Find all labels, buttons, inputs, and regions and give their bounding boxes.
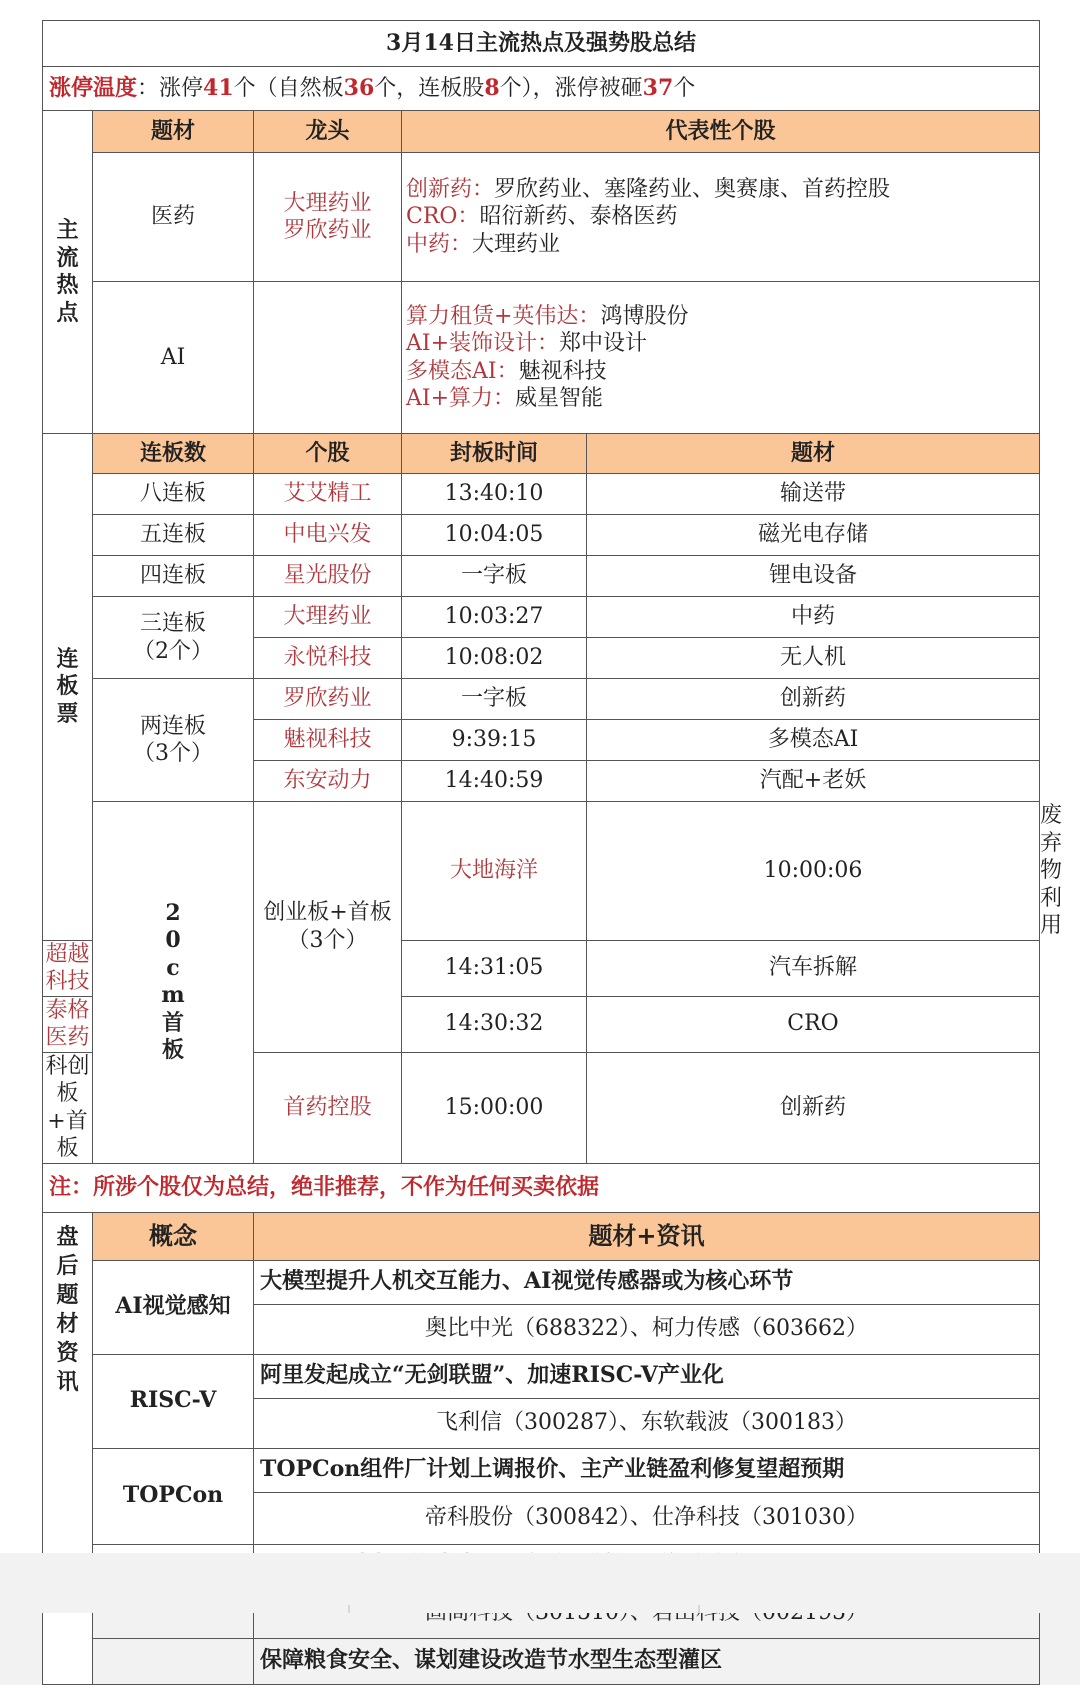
info-stocks: 飞利信（300287）、东软载波（300183）: [254, 1398, 1040, 1448]
board-theme: 中药: [587, 597, 1040, 638]
temperature-label: 涨停温度: [49, 74, 138, 101]
after-headline-row: [43, 1448, 1040, 1492]
board-time: 14:31:05: [402, 940, 587, 996]
section-label-text: 主流热点: [56, 217, 79, 326]
hot-leader: 大理药业 罗欣药业: [254, 153, 402, 282]
board-count: 两连板 （3个）: [93, 679, 254, 802]
rep-line: [406, 303, 1039, 331]
board-time: 14:30:32: [402, 996, 587, 1052]
board-count: 创业板+首板 （3个）: [254, 802, 402, 1053]
board-row: [43, 679, 1040, 720]
after-headline-row: [43, 1354, 1040, 1398]
section-label-text: 连板票: [56, 645, 79, 727]
concept-label: TOPCon: [93, 1448, 254, 1544]
temperature-text: ：涨停: [137, 75, 204, 101]
after-headline-row: [43, 1260, 1040, 1304]
rep-stocks: 大理药业: [472, 231, 561, 257]
rep-stocks: 郑中设计: [559, 331, 648, 356]
board-stock: 泰格医药: [43, 996, 93, 1052]
board-theme: 创新药: [587, 1052, 1040, 1163]
board-theme: CRO: [587, 996, 1040, 1052]
board-stock: 魅视科技: [254, 720, 402, 761]
header-stock: 个股: [254, 434, 402, 474]
rep-category: 算力租赁+英伟达：: [406, 303, 601, 329]
board-time: 9:39:15: [402, 720, 587, 761]
board-theme: 磁光电存储: [587, 515, 1040, 556]
temperature-text: 个: [673, 75, 696, 101]
board-stock: 超越科技: [43, 940, 93, 996]
board-stock: 首药控股: [254, 1052, 402, 1163]
board-count: 三连板 （2个）: [93, 597, 254, 679]
board-time: 13:40:10: [402, 474, 587, 515]
header-representatives: 代表性个股: [402, 111, 1040, 153]
bottom-bar: [0, 1553, 1080, 1613]
board-time: 一字板: [402, 556, 587, 597]
info-headline: 大模型提升人机交互能力、AI视觉传感器或为核心环节: [254, 1260, 1040, 1304]
rep-line: [406, 330, 1039, 358]
board-stock: 艾艾精工: [254, 474, 402, 515]
board-theme: 汽配+老妖: [587, 761, 1040, 802]
rep-stocks: 魅视科技: [518, 358, 607, 384]
rep-line: [406, 203, 1039, 231]
summary-table: [42, 20, 1063, 1685]
board-count: 八连板: [93, 474, 254, 515]
board-theme: 锂电设备: [587, 556, 1040, 597]
board-row: [43, 474, 1040, 515]
consecutive-board-count: 8: [484, 74, 500, 101]
rep-category: CRO：: [406, 204, 480, 230]
board-time: 15:00:00: [402, 1052, 587, 1163]
temperature-text: 个），涨停被砸: [499, 75, 643, 101]
board-stock: 大理药业: [254, 597, 402, 638]
limit-up-temperature: [43, 67, 1040, 111]
rep-category: 中药：: [406, 231, 473, 257]
section-label-hot: [43, 111, 93, 434]
board-stock: 永悦科技: [254, 638, 402, 679]
concept-label: RISC-V: [93, 1354, 254, 1448]
board-stock: 罗欣药业: [254, 679, 402, 720]
bar-divider: [698, 1605, 700, 1613]
board-row: [43, 515, 1040, 556]
rep-line: [406, 358, 1039, 386]
hot-row-ai: [43, 282, 1040, 434]
disclaimer-note: 注：所涉个股仅为总结，绝非推荐，不作为任何买卖依据: [43, 1163, 1040, 1212]
section-label-20cm: [93, 802, 254, 1164]
rep-stocks: 威星智能: [515, 386, 604, 411]
board-count: 四连板: [93, 556, 254, 597]
info-headline: TOPCon组件厂计划上调报价、主产业链盈利修复望超预期: [254, 1448, 1040, 1492]
header-info: 题材+资讯: [254, 1212, 1040, 1260]
board-theme: 汽车拆解: [587, 940, 1040, 996]
after-headline-row: [43, 1638, 1040, 1684]
note-row: [43, 1163, 1040, 1212]
board-row: 20cm首板 创业板+首板 （3个） 大地海洋 10:00:06 废弃物利用: [43, 802, 1040, 941]
boards-header-row: [43, 434, 1040, 474]
hot-row-pharma: [43, 153, 1040, 282]
board-stock: 星光股份: [254, 556, 402, 597]
section-label-boards: [43, 434, 93, 941]
temperature-text: 个（自然板: [233, 75, 344, 101]
rep-category: 创新药：: [406, 176, 495, 202]
board-time: 一字板: [402, 679, 587, 720]
after-header-row: [43, 1212, 1040, 1260]
board-stock: 大地海洋: [402, 802, 587, 941]
hot-header-row: [43, 111, 1040, 153]
info-headline: 保障粮食安全、谋划建设改造节水型生态型灌区: [254, 1638, 1040, 1684]
board-time: 10:04:05: [402, 515, 587, 556]
temperature-text: 个，连板股: [374, 75, 485, 101]
board-theme: 创新药: [587, 679, 1040, 720]
concept-label-empty: [93, 1638, 254, 1684]
board-theme: 多模态AI: [587, 720, 1040, 761]
board-count: 科创板+首板: [43, 1052, 93, 1163]
hot-leader: [254, 282, 402, 434]
board-row: [43, 597, 1040, 638]
hot-theme: AI: [93, 282, 254, 434]
title-row: [43, 21, 1040, 67]
board-time: 10:00:06: [587, 802, 1040, 941]
section-label-text: 20cm首板: [161, 899, 185, 1064]
rep-stocks: 罗欣药业、塞隆药业、奥赛康、首药控股: [494, 176, 891, 202]
section-label-text: 盘后题材资讯: [56, 1223, 79, 1395]
rep-line: [406, 231, 1039, 259]
limit-up-count: 41: [203, 74, 234, 101]
header-leader: 龙头: [254, 111, 402, 153]
board-row: [43, 556, 1040, 597]
page-title: 3月14日主流热点及强势股总结: [43, 21, 1040, 67]
board-time: 10:08:02: [402, 638, 587, 679]
info-stocks: 帝科股份（300842）、仕净科技（301030）: [254, 1492, 1040, 1544]
rep-line: [406, 385, 1039, 413]
board-stock: 中电兴发: [254, 515, 402, 556]
rep-category: 多模态AI：: [406, 358, 519, 384]
broken-board-count: 37: [642, 74, 674, 101]
header-board-count: 连板数: [93, 434, 254, 474]
info-stocks: 奥比中光（688322）、柯力传感（603662）: [254, 1304, 1040, 1354]
board-count: 五连板: [93, 515, 254, 556]
board-theme: 无人机: [587, 638, 1040, 679]
rep-line: [406, 176, 1039, 204]
header-theme: 题材: [93, 111, 254, 153]
rep-category: AI+装饰设计：: [406, 331, 560, 356]
natural-board-count: 36: [343, 74, 375, 101]
header-seal-time: 封板时间: [402, 434, 587, 474]
temperature-row: [43, 67, 1040, 111]
rep-category: AI+算力：: [406, 386, 516, 411]
concept-label: AI视觉感知: [93, 1260, 254, 1354]
board-theme: 输送带: [587, 474, 1040, 515]
header-board-theme: 题材: [587, 434, 1040, 474]
header-concept: 概念: [93, 1212, 254, 1260]
hot-representatives: [402, 282, 1040, 434]
rep-stocks: 鸿博股份: [600, 303, 689, 329]
rep-stocks: 昭衍新药、泰格医药: [479, 204, 678, 230]
info-headline: 阿里发起成立“无剑联盟”、加速RISC-V产业化: [254, 1354, 1040, 1398]
hot-theme: 医药: [93, 153, 254, 282]
hot-representatives: [402, 153, 1040, 282]
board-time: 10:03:27: [402, 597, 587, 638]
board-stock: 东安动力: [254, 761, 402, 802]
board-time: 14:40:59: [402, 761, 587, 802]
bar-divider: [348, 1605, 350, 1613]
section-label-after: [43, 1212, 93, 1684]
